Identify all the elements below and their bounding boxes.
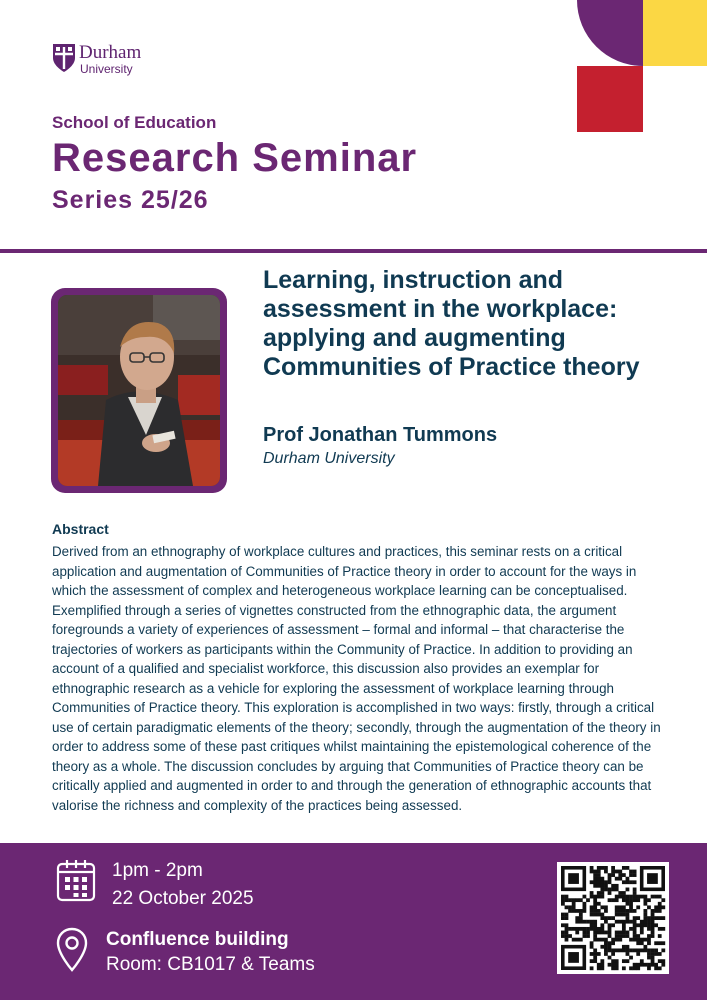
abstract-heading: Abstract [52,521,109,537]
speaker-name: Prof Jonathan Tummons [263,424,498,446]
event-building: Confluence building [106,929,289,950]
durham-university-logo [52,43,141,76]
event-room: Room: CB1017 & Teams [106,954,315,975]
event-date: 22 October 2025 [112,888,254,909]
qr-code[interactable] [557,862,669,974]
speaker-photo-frame [51,288,227,493]
school-name: School of Education [52,113,217,132]
abstract-body: Derived from an ethnography of workplace cultures and practices, this seminar rests on a critical application and augmentation of Communities of Practice theory in order to account for the ways in which the assessment of complex and heterogeneous workplace learning can be conceptualised. Exemplified through a series of vignettes constructed from the ethnographic data, the argument foregrounds a variety of experiences of assessment – formal and informal – that characterise the trajectories of workers as participants within the Community of Practice. In addition to providing an account of a qualified and specialist workforce, this discussion also provides an exemplar for ethnographic research as a vehicle for exploring the assessment of workplace learning through Communities of Practice theory. This exploration is accomplished in two ways: firstly, through a critical use of certain paradigmatic elements of the theory; secondly, through the augmentation of the theory in order to address some of these past critiques whilst maintaining the epistemological coherence of the theory as a whole. The discussion concludes by arguing that Communities of Practice theory can be critically applied and augmented in order to and through the generation of ethnographic accounts that valorise the richness and complexity of the practices being assessed. [52,544,661,813]
calendar-icon [56,858,96,902]
decorative-yellow-square [643,0,707,66]
section-divider [0,249,707,253]
logo-wordmark: Durham [79,42,142,63]
location-pin-icon [56,927,88,973]
speaker-photo [58,295,220,486]
decorative-red-square [577,66,643,132]
event-time: 1pm - 2pm [112,860,203,881]
speaker-affiliation: Durham University [263,450,395,467]
decorative-purple-quarter [577,0,643,66]
logo-subtitle: University [80,62,133,76]
talk-title: Learning, instruction and assessment in the workplace: applying and augmenting Communities of Practice theory [263,266,640,381]
durham-shield-icon [52,43,76,73]
series-title: Research Seminar [52,136,418,180]
series-subtitle: Series 25/26 [52,186,209,214]
